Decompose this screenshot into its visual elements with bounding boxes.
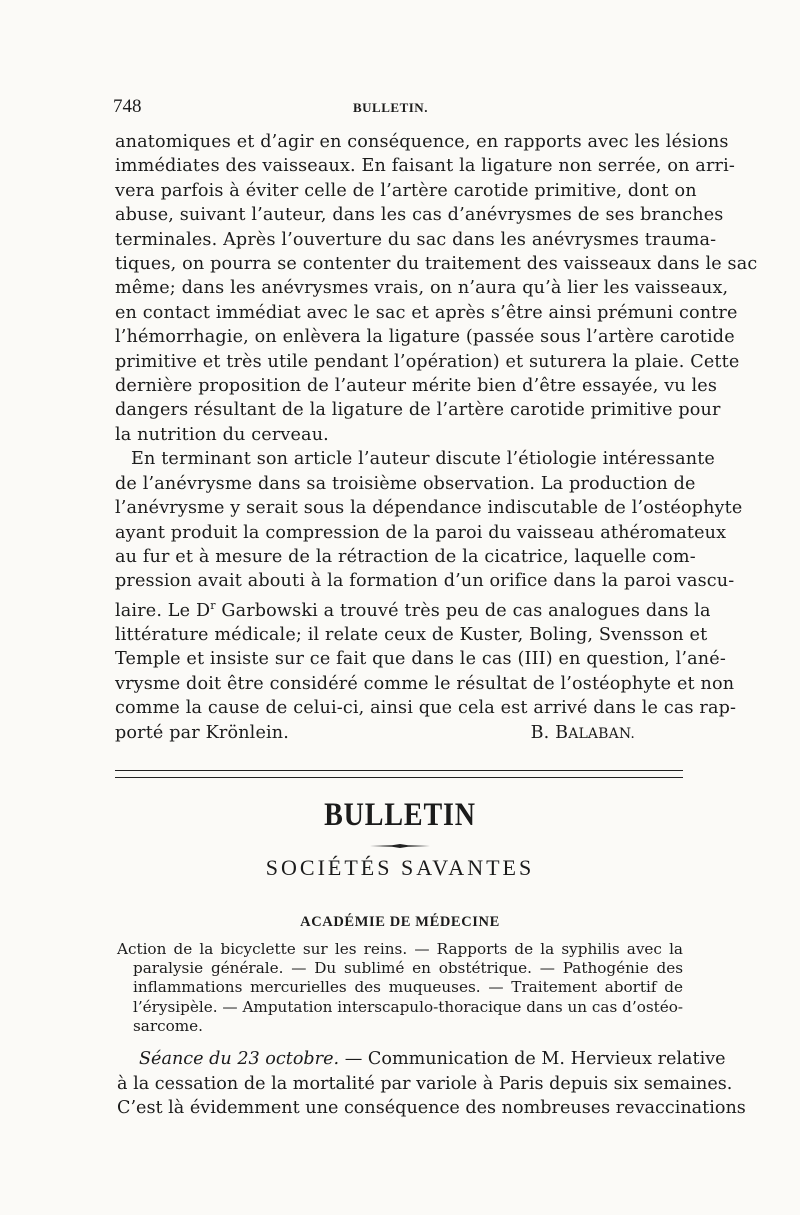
text-line: ayant produit la compression de la paroi du vaisseau athéromateux (115, 522, 727, 543)
seance-date: Séance du 23 octobre. (139, 1049, 340, 1069)
text-line: vera parfois à éviter celle de l’artère carotide primitive, dont on (115, 180, 697, 201)
text-line: au fur et à mesure de la rétraction de la cicatrice, laquelle com- (115, 546, 696, 567)
superscript: r (210, 598, 216, 612)
running-title: BULLETIN. (353, 100, 428, 115)
text-line: En terminant son article l’auteur discute l’étiologie intéressante (131, 449, 715, 470)
running-head (113, 96, 683, 122)
summary-line: l’érysipèle. — Amputation interscapulo-thoracique dans un cas d’ostéo- (133, 997, 683, 1016)
text-line: à la cessation de la mortalité par variole à Paris depuis six semaines. (117, 1073, 733, 1094)
summary-line: sarcome. (133, 1016, 203, 1035)
text-line: Temple et insiste sur ce fait que dans le cas (III) en question, l’ané- (115, 649, 726, 670)
text-line: vrysme doit être considéré comme le résultat de l’ostéophyte et non (115, 673, 735, 694)
section-title: BULLETIN (324, 797, 476, 833)
text-line: immédiates des vaisseaux. En faisant la ligature non serrée, on arri- (115, 156, 735, 177)
author-signature (531, 721, 635, 746)
text-line: tiques, on pourra se contenter du traitement des vaisseaux dans le sac (115, 254, 758, 275)
page-number: 748 (113, 96, 142, 117)
session-summary (117, 940, 683, 1036)
text-line: primitive et très utile pendant l’opération) et suturera la plaie. Cette (115, 351, 740, 372)
summary-line: Action de la bicyclette sur les reins. — Rapports de la syphilis avec la (117, 940, 683, 958)
text-line (117, 1047, 726, 1072)
text-line: l’hémorrhagie, on enlèvera la ligature (passée sous l’artère carotide (115, 327, 735, 348)
summary-line: inflammations mercurielles des muqueuses. — Traitement abortif de (133, 978, 683, 997)
text-line: l’anévrysme y serait sous la dépendance indiscutable de l’ostéophyte (115, 498, 743, 519)
text-fragment: — Communication de M. Hervieux relative (339, 1049, 726, 1069)
subsection-title: SOCIÉTÉS SAVANTES (265, 855, 535, 880)
text-line: de l’anévrysme dans sa troisième observation. La production de (115, 473, 696, 494)
text-line: porté par Krönlein. (115, 722, 290, 743)
signature-line (115, 721, 683, 746)
summary-line: paralysie générale. — Du sublimé en obstétrique. — Pathogénie des (133, 959, 683, 978)
text-line: dernière proposition de l’auteur mérite bien d’être essayée, vu les (115, 376, 718, 397)
text-line: C’est là évidemment une conséquence des nombreuses revaccinations (117, 1098, 746, 1119)
text-line: dangers résultant de la ligature de l’artère carotide primitive pour (115, 400, 721, 421)
text-fragment: Garbowski a trouvé très peu de cas analogues dans la (215, 600, 711, 621)
text-line: abuse, suivant l’auteur, dans les cas d’anévrysmes de ses branches (115, 205, 724, 226)
academy-heading: ACADÉMIE DE MÉDECINE (300, 914, 500, 930)
paragraph-2 (115, 447, 743, 746)
paragraph-1 (115, 130, 758, 447)
text-line (115, 594, 711, 623)
text-line: littérature médicale; il relate ceux de Kuster, Boling, Svensson et (115, 624, 708, 645)
text-line: terminales. Après l’ouverture du sac dans les anévrysmes trauma- (115, 229, 717, 250)
seance-report (117, 1047, 746, 1121)
text-line: comme la cause de celui-ci, ainsi que cela est arrivé dans le cas rap- (115, 698, 737, 719)
section-divider (115, 770, 683, 778)
text-line: anatomiques et d’agir en conséquence, en rapports avec les lésions (115, 132, 729, 152)
text-line: pression avait abouti à la formation d’un orifice dans la paroi vascu- (115, 571, 735, 592)
signature-name: ALABAN. (568, 725, 635, 742)
text-fragment: laire. Le D (115, 600, 211, 621)
article-body (115, 130, 758, 746)
text-line: en contact immédiat avec le sac et après s’être ainsi prémuni contre (115, 302, 738, 323)
text-line: la nutrition du cerveau. (115, 424, 329, 445)
signature-initial: B. B (530, 722, 569, 743)
ornament-rule (370, 844, 430, 848)
text-line: même; dans les anévrysmes vrais, on n’aura qu’à lier les vaisseaux, (115, 278, 729, 299)
